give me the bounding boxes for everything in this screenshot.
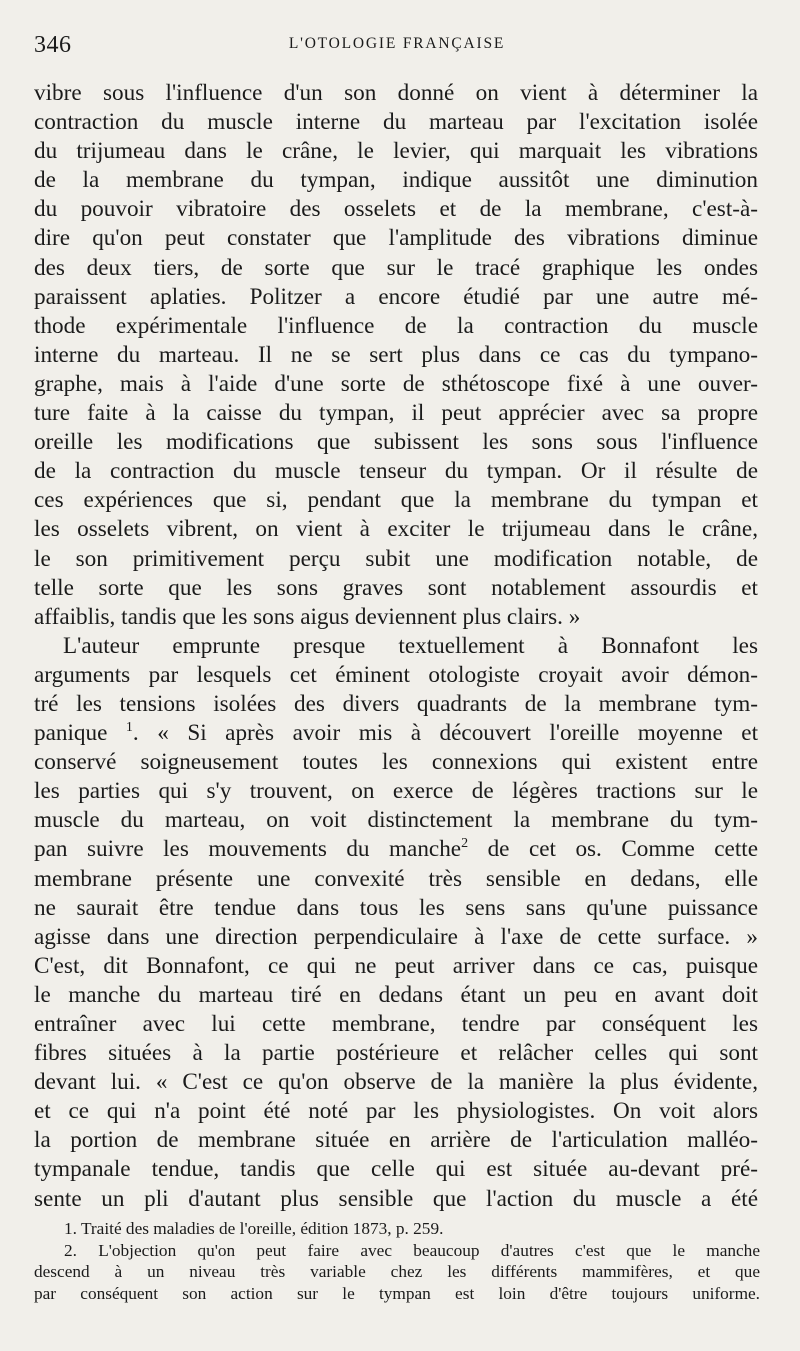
text-line: ces expériences que si, pendant que la membrane du tympan et — [34, 487, 758, 514]
text-line: thode expérimentale l'influence de la contraction du muscle — [34, 312, 758, 339]
text-line-with-note — [34, 835, 758, 864]
text-line: conservé soigneusement toutes les connexions qui existent entre — [34, 749, 758, 776]
text-line: affaiblis, tandis que les sons aigus deviennent plus clairs. » — [34, 603, 581, 630]
footnote-2-continued: descend à un niveau très variable chez les différents mammifères, et que — [34, 1262, 760, 1281]
text-line: agisse dans une direction perpendiculaire à l'axe de cette surface. » — [34, 923, 758, 950]
footnote-2: 2. L'objection qu'on peut faire avec beaucoup d'autres c'est que le manche — [64, 1240, 760, 1260]
text-line: le manche du marteau tiré en dedans étant un peu en avant doit — [34, 981, 758, 1008]
text-line: ne saurait être tendue dans tous les sens sans qu'une puissance — [34, 894, 758, 921]
page-number: 346 — [34, 32, 72, 58]
footnote-ref-1: 1 — [125, 720, 133, 736]
paragraph-start-line: L'auteur emprunte presque textuellement à Bonnafont les — [63, 632, 758, 659]
footnote-1: 1. Traité des maladies de l'oreille, édition 1873, p. 259. — [64, 1219, 444, 1238]
text-line: contraction du muscle interne du marteau par l'excitation isolée — [34, 109, 758, 136]
text-line: dire qu'on peut constater que l'amplitude des vibrations diminue — [34, 225, 758, 252]
text-line: fibres situées à la partie postérieure et relâcher celles qui sont — [34, 1040, 758, 1067]
text-line: du trijumeau dans le crâne, le levier, qui marquait les vibrations — [34, 138, 758, 165]
text-line: paraissent aplaties. Politzer a encore étudié par une autre mé- — [34, 283, 758, 310]
text-line: de la membrane du tympan, indique aussitôt une diminution — [34, 167, 758, 194]
text-line: tympanale tendue, tandis que celle qui est située au-devant pré- — [34, 1156, 758, 1183]
text-line: de la contraction du muscle tenseur du tympan. Or il résulte de — [34, 458, 758, 485]
text-fragment: . « Si après avoir mis à découvert l'oreille moyenne et — [132, 720, 758, 747]
text-fragment: pan suivre les mouvements du manche — [34, 836, 462, 863]
text-line: vibre sous l'influence d'un son donné on vient à déterminer la — [34, 80, 758, 106]
text-line: les parties qui s'y trouvent, on exerce de légères tractions sur le — [34, 778, 758, 805]
page-header — [34, 30, 760, 60]
text-line: devant lui. « C'est ce qu'on observe de la manière la plus évidente, — [34, 1069, 758, 1096]
text-line-with-note — [34, 719, 758, 748]
body-text — [34, 79, 758, 1214]
text-line: membrane présente une convexité très sensible en dedans, elle — [34, 865, 758, 892]
text-line: muscle du marteau, on voit distinctement la membrane du tym- — [34, 807, 758, 834]
text-line: et ce qui n'a point été noté par les physiologistes. On voit alors — [34, 1098, 758, 1125]
text-fragment: de cet os. Comme cette — [468, 836, 758, 863]
text-line: graphe, mais à l'aide d'une sorte de sthétoscope fixé à une ouver- — [34, 370, 758, 397]
text-line: entraîner avec lui cette membrane, tendre par conséquent les — [34, 1011, 758, 1037]
text-line: du pouvoir vibratoire des osselets et de la membrane, c'est-à- — [34, 196, 758, 223]
text-line: telle sorte que les sons graves sont notablement assourdis et — [34, 574, 758, 601]
footnotes — [34, 1218, 760, 1304]
running-title: L'OTOLOGIE FRANÇAISE — [288, 35, 506, 52]
text-fragment: panique — [34, 720, 108, 747]
text-line: tré les tensions isolées des divers quadrants de la membrane tym- — [34, 690, 758, 717]
text-line: arguments par lesquels cet éminent otologiste croyait avoir démon- — [34, 661, 758, 688]
text-line: ture faite à la caisse du tympan, il peut apprécier avec sa propre — [34, 400, 758, 427]
text-line: des deux tiers, de sorte que sur le tracé graphique les ondes — [34, 254, 758, 281]
footnote-2-continued: par conséquent son action sur le tympan est loin d'être toujours uniforme. — [34, 1283, 760, 1303]
text-line: interne du marteau. Il ne se sert plus dans ce cas du tympano- — [34, 341, 758, 368]
text-line: sente un pli d'autant plus sensible que l'action du muscle a été — [34, 1185, 758, 1212]
footnote-ref-2: 2 — [461, 836, 469, 852]
text-line: C'est, dit Bonnafont, ce qui ne peut arriver dans ce cas, puisque — [34, 952, 758, 979]
text-line: oreille les modifications que subissent les sons sous l'influence — [34, 429, 758, 456]
text-line: la portion de membrane située en arrière de l'articulation malléo- — [34, 1127, 758, 1154]
text-line: le son primitivement perçu subit une modification notable, de — [34, 545, 758, 572]
text-line: les osselets vibrent, on vient à exciter le trijumeau dans le crâne, — [34, 516, 758, 543]
